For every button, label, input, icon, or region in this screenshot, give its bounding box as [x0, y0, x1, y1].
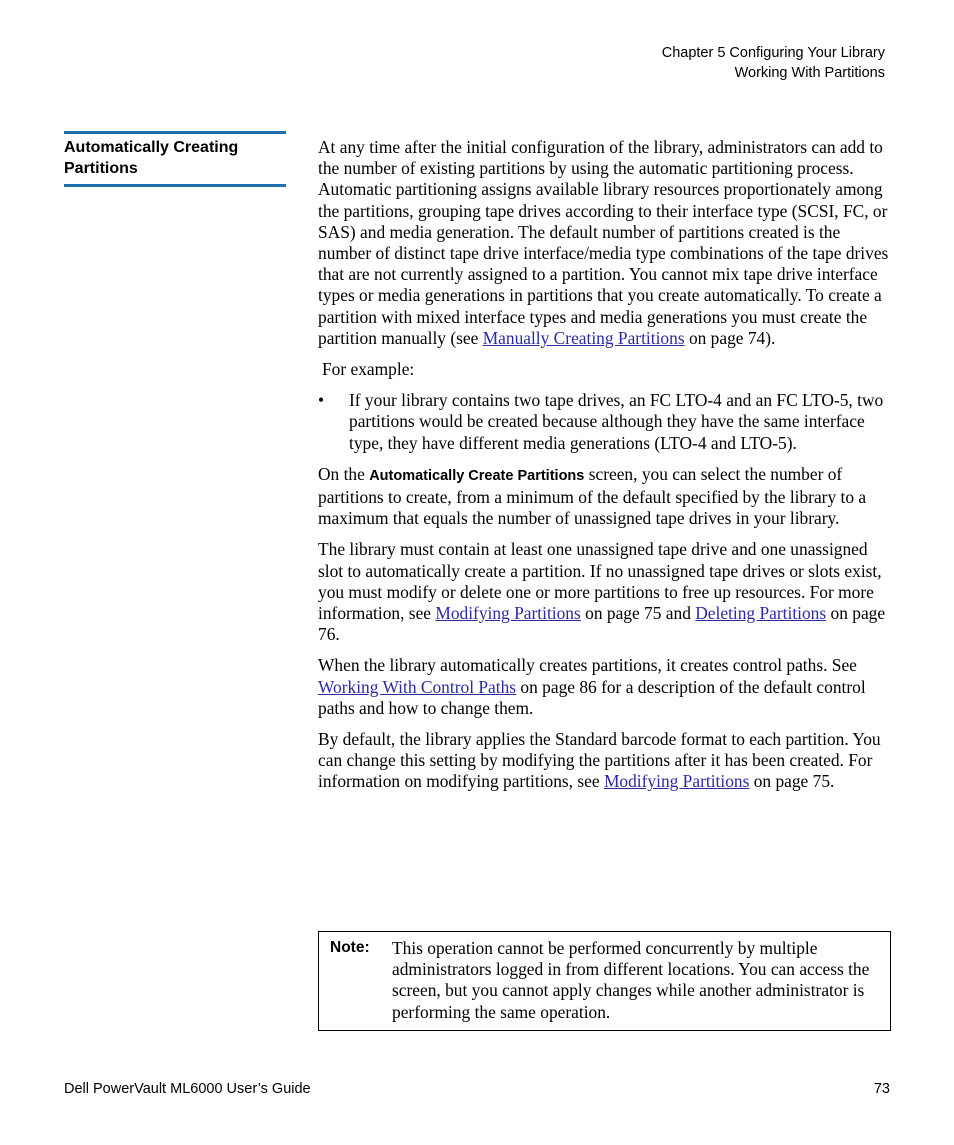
example-intro: For example: [322, 359, 415, 380]
paragraph-barcode-after: on page 75. [749, 771, 835, 792]
paragraph-control-paths [318, 655, 892, 719]
paragraph-control-paths-before: When the library automatically creates partitions, it creates control paths. See [318, 655, 857, 676]
link-manually-creating-partitions[interactable]: Manually Creating Partitions [482, 327, 685, 348]
page-number: 73 [873, 1081, 890, 1097]
note-text: This operation cannot be performed concurrently by multiple administrators logged in from different locations. You can access the screen, but you cannot apply changes while another administrator is performing the same operation. [392, 938, 870, 1022]
paragraph-requirements-after: on page 76. [318, 603, 886, 645]
section-heading-line2: Partitions [64, 160, 138, 177]
note-box [318, 931, 891, 1031]
paragraph-intro-after: on page 74). [684, 327, 776, 348]
screen-name: Automatically Create Partitions [369, 467, 585, 484]
paragraph-screen-after: screen, you can select the number of partitions to create, from a minimum of the default specified by the library to a maximum that equals the number of unassigned tape drives in your library. [318, 463, 867, 529]
link-working-with-control-paths[interactable]: Working With Control Paths [318, 676, 517, 697]
section-heading [64, 131, 286, 187]
paragraph-screen [318, 464, 892, 530]
paragraph-control-paths-after: on page 86 for a description of the default control paths and how to change them. [318, 676, 866, 718]
paragraph-barcode-before: By default, the library applies the Standard barcode format to each partition. You can change this setting by modifying the partitions after it has been created. For information on modifying partitions, see [318, 729, 881, 792]
link-modifying-partitions[interactable]: Modifying Partitions [435, 603, 581, 624]
paragraph-requirements-mid: on page 75 and [580, 603, 696, 624]
paragraph-screen-before: On the [318, 463, 370, 484]
bullet-icon: • [318, 390, 325, 411]
link-modifying-partitions-2[interactable]: Modifying Partitions [603, 771, 750, 792]
link-deleting-partitions[interactable]: Deleting Partitions [695, 603, 827, 624]
paragraph-barcode [318, 729, 892, 793]
footer-title: Dell PowerVault ML6000 User’s Guide [64, 1081, 311, 1097]
note-label: Note: [330, 939, 370, 956]
list-item [318, 390, 892, 454]
header-section: Working With Partitions [734, 65, 885, 81]
paragraph-intro [318, 137, 892, 349]
paragraph-requirements [318, 539, 892, 645]
section-heading-line1: Automatically Creating [64, 139, 239, 156]
paragraph-intro-text: At any time after the initial configuration of the library, administrators can add to the number of existing partitions by using the automatic partitioning process. Automatic partitioning assigns available library resources proportionately among the partitions, grouping tape drives according to their interface type (SCSI, FC, or SAS) and media generation. The default number of partitions created is the number of distinct tape drive interface/media type combinations of the tape drives that are not currently assigned to a partition. You cannot mix tape drive interface types or media generations in partitions that you create automatically. To create a partition with mixed interface types and media generations you must create the partition manually (see [318, 137, 889, 348]
header-chapter: Chapter 5 Configuring Your Library [661, 45, 885, 61]
paragraph-requirements-before: The library must contain at least one unassigned tape drive and one unassigned slot to automatically create a partition. If no unassigned tape drives or slots exist, you must modify or delete one or more partitions to free up resources. For more information, see [318, 539, 882, 624]
running-header [662, 43, 885, 83]
body-text [318, 137, 892, 803]
list-item-text: If your library contains two tape drives, an FC LTO-4 and an FC LTO-5, two partitions would be created because although they have the same interface type, they have different media generations (LTO-4 and LTO-5). [349, 390, 884, 453]
